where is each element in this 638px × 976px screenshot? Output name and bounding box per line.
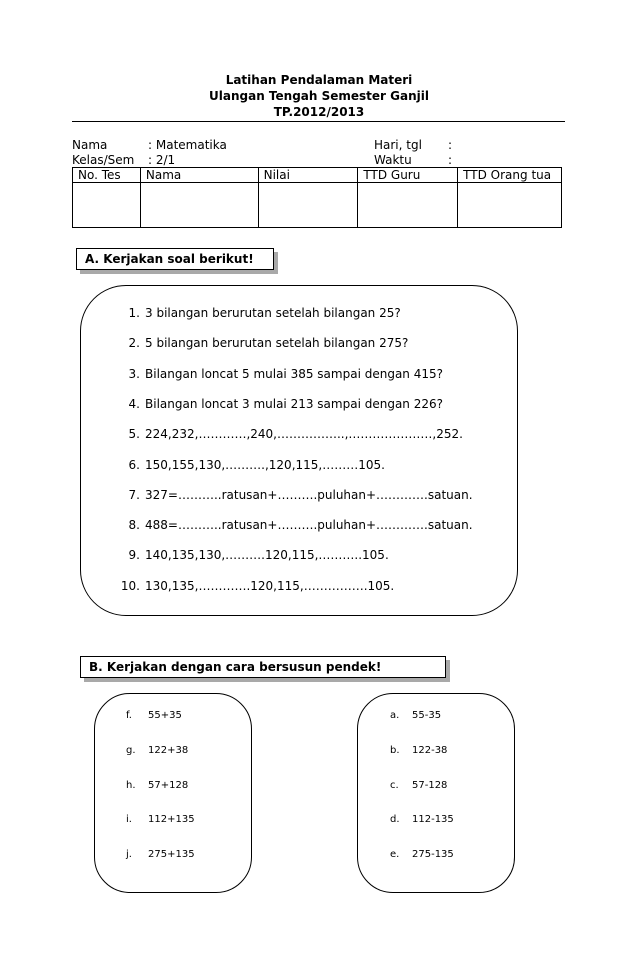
header-ttd-guru: TTD Guru	[358, 168, 458, 183]
subtraction-item-d: d. 112-135	[390, 814, 454, 825]
header-divider	[72, 121, 565, 122]
question-9: 9. 140,135,130,……….120,115,………..105.	[128, 548, 389, 562]
nama-label: Nama	[72, 138, 108, 152]
section-b-right-box	[357, 693, 515, 893]
question-8: 8. 488=………..ratusan+……….puluhan+………….satuan.	[128, 518, 473, 532]
addition-item-i: i. 112+135	[126, 814, 195, 825]
cell-no-tes[interactable]	[73, 183, 141, 228]
header-ttd-orang-tua: TTD Orang tua	[458, 168, 562, 183]
hari-label: Hari, tgl	[374, 138, 422, 152]
question-7: 7. 327=………..ratusan+……….puluhan+………….satuan.	[128, 488, 473, 502]
score-table	[72, 167, 562, 228]
waktu-label: Waktu	[374, 153, 412, 167]
subtraction-item-e: e. 275-135	[390, 849, 454, 860]
question-3: 3. Bilangan loncat 5 mulai 385 sampai dengan 415?	[128, 367, 443, 381]
header-no-tes: No. Tes	[73, 168, 141, 183]
nama-value: : Matematika	[148, 138, 227, 152]
question-4: 4. Bilangan loncat 3 mulai 213 sampai dengan 226?	[128, 397, 443, 411]
cell-nilai[interactable]	[258, 183, 358, 228]
question-1: 1. 3 bilangan berurutan setelah bilangan 25?	[128, 306, 401, 320]
score-table-header-row	[73, 168, 562, 183]
subtraction-item-c: c. 57-128	[390, 780, 448, 791]
cell-nama[interactable]	[140, 183, 258, 228]
addition-item-g: g. 122+38	[126, 745, 189, 756]
question-2: 2. 5 bilangan berurutan setelah bilangan 275?	[128, 336, 409, 350]
subtraction-item-a: a. 55-35	[390, 710, 442, 721]
header-nilai: Nilai	[258, 168, 358, 183]
addition-item-f: f. 55+35	[126, 710, 182, 721]
kelas-label: Kelas/Sem	[72, 153, 135, 167]
addition-item-j: j. 275+135	[126, 849, 195, 860]
cell-ttd-orang-tua[interactable]	[458, 183, 562, 228]
question-5: 5. 224,232,…………,240,……………..,…………………,252.	[128, 427, 463, 441]
document-title: Latihan Pendalaman Materi	[225, 73, 413, 87]
question-10: 10. 130,135,………….120,115,…………….105.	[120, 579, 395, 593]
score-table-entry-row	[73, 183, 562, 228]
exam-name: Ulangan Tengah Semester Ganjil	[209, 89, 429, 103]
section-a-title: A. Kerjakan soal berikut!	[76, 248, 274, 270]
section-b-left-box	[94, 693, 252, 893]
waktu-value: :	[448, 153, 453, 167]
addition-item-h: h. 57+128	[126, 780, 189, 791]
question-6: 6. 150,155,130,……….,120,115,………105.	[128, 458, 385, 472]
header-nama: Nama	[140, 168, 258, 183]
subtraction-item-b: b. 122-38	[390, 745, 448, 756]
kelas-value: : 2/1	[148, 153, 176, 167]
section-b-title: B. Kerjakan dengan cara bersusun pendek!	[80, 656, 446, 678]
hari-value: :	[448, 138, 453, 152]
school-year: TP.2012/2013	[273, 105, 365, 119]
cell-ttd-guru[interactable]	[358, 183, 458, 228]
